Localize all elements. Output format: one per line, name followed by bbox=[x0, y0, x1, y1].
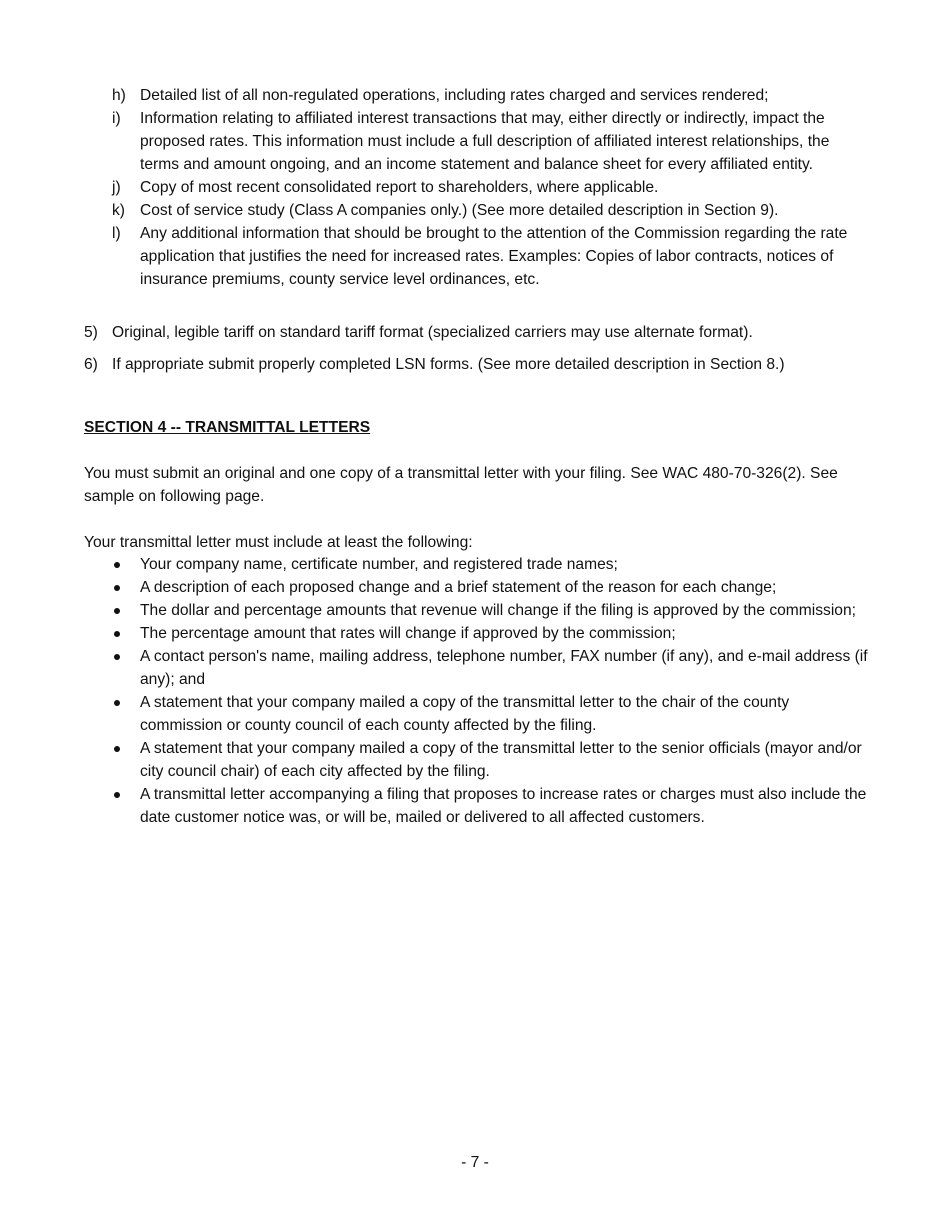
bullet-text: A statement that your company mailed a copy of the transmittal letter to the chair of the county commission or county council of each county affected by the filing. bbox=[140, 694, 790, 734]
bullet-icon bbox=[114, 700, 120, 706]
numbered-item-text: If appropriate submit properly completed LSN forms. (See more detailed description in Section 8.) bbox=[112, 356, 785, 373]
bullet-item bbox=[112, 599, 872, 622]
numbered-item-5 bbox=[84, 321, 874, 344]
bullet-icon bbox=[114, 608, 120, 614]
numbered-item-text: Original, legible tariff on standard tariff format (specialized carriers may use alternate format). bbox=[112, 324, 753, 341]
bullet-icon bbox=[114, 562, 120, 568]
section-intro-paragraph: You must submit an original and one copy of a transmittal letter with your filing. See WAC 480-70-326(2). See sample on following page. bbox=[84, 465, 838, 505]
bullet-text: The dollar and percentage amounts that revenue will change if the filing is approved by the commission; bbox=[140, 602, 856, 619]
sub-item-j bbox=[112, 176, 872, 199]
bullet-item bbox=[112, 737, 872, 783]
bullet-icon bbox=[114, 631, 120, 637]
page-number: - 7 - bbox=[461, 1154, 489, 1171]
sub-item-marker: h) bbox=[112, 87, 126, 104]
bullet-text: A description of each proposed change and a brief statement of the reason for each change; bbox=[140, 579, 777, 596]
sub-item-list bbox=[112, 84, 872, 291]
bullet-text: A statement that your company mailed a copy of the transmittal letter to the senior officials (mayor and/or city council chair) of each city affected by the filing. bbox=[140, 740, 862, 780]
sub-item-text: Information relating to affiliated interest transactions that may, either directly or indirectly, impact the proposed rates. This information must include a full description of affiliated interest relationships, the terms and amount ongoing, and an income statement and balance sheet for every affiliated entity. bbox=[140, 110, 830, 173]
sub-item-text: Detailed list of all non-regulated operations, including rates charged and services rendered; bbox=[140, 87, 769, 104]
sub-item-marker: j) bbox=[112, 179, 121, 196]
list-lead-paragraph: Your transmittal letter must include at least the following: bbox=[84, 534, 473, 551]
bullet-text: The percentage amount that rates will change if approved by the commission; bbox=[140, 625, 676, 642]
sub-item-text: Copy of most recent consolidated report to shareholders, where applicable. bbox=[140, 179, 659, 196]
bullet-item bbox=[112, 576, 872, 599]
numbered-item-marker: 5) bbox=[84, 324, 98, 341]
bullet-item bbox=[112, 691, 872, 737]
bullet-icon bbox=[114, 585, 120, 591]
numbered-item-6 bbox=[84, 353, 874, 376]
sub-item-text: Cost of service study (Class A companies only.) (See more detailed description in Section 9). bbox=[140, 202, 779, 219]
bullet-item bbox=[112, 645, 872, 691]
sub-item-marker: i) bbox=[112, 110, 121, 127]
bullet-item bbox=[112, 553, 872, 576]
section-heading: SECTION 4 -- TRANSMITTAL LETTERS bbox=[84, 419, 371, 436]
bullet-icon bbox=[114, 654, 120, 660]
bullet-item bbox=[112, 783, 872, 829]
sub-item-h bbox=[112, 84, 872, 107]
bullet-text: A contact person's name, mailing address, telephone number, FAX number (if any), and e-mail address (if any); and bbox=[140, 648, 868, 688]
sub-item-l bbox=[112, 222, 872, 291]
bullet-item bbox=[112, 622, 872, 645]
bullet-icon bbox=[114, 746, 120, 752]
sub-item-text: Any additional information that should be brought to the attention of the Commission regarding the rate application that justifies the need for increased rates. Examples: Copies of labor contracts, notices of insurance premiums, county service level ordinances, etc. bbox=[140, 225, 848, 288]
bullet-icon bbox=[114, 792, 120, 798]
sub-item-marker: k) bbox=[112, 202, 125, 219]
sub-item-k bbox=[112, 199, 872, 222]
sub-item-i bbox=[112, 107, 872, 176]
numbered-item-marker: 6) bbox=[84, 356, 98, 373]
sub-item-marker: l) bbox=[112, 225, 121, 242]
bullet-text: A transmittal letter accompanying a filing that proposes to increase rates or charges must also include the date customer notice was, or will be, mailed or delivered to all affected customers. bbox=[140, 786, 867, 826]
bullet-text: Your company name, certificate number, and registered trade names; bbox=[140, 556, 618, 573]
requirements-bullet-list bbox=[112, 553, 872, 829]
